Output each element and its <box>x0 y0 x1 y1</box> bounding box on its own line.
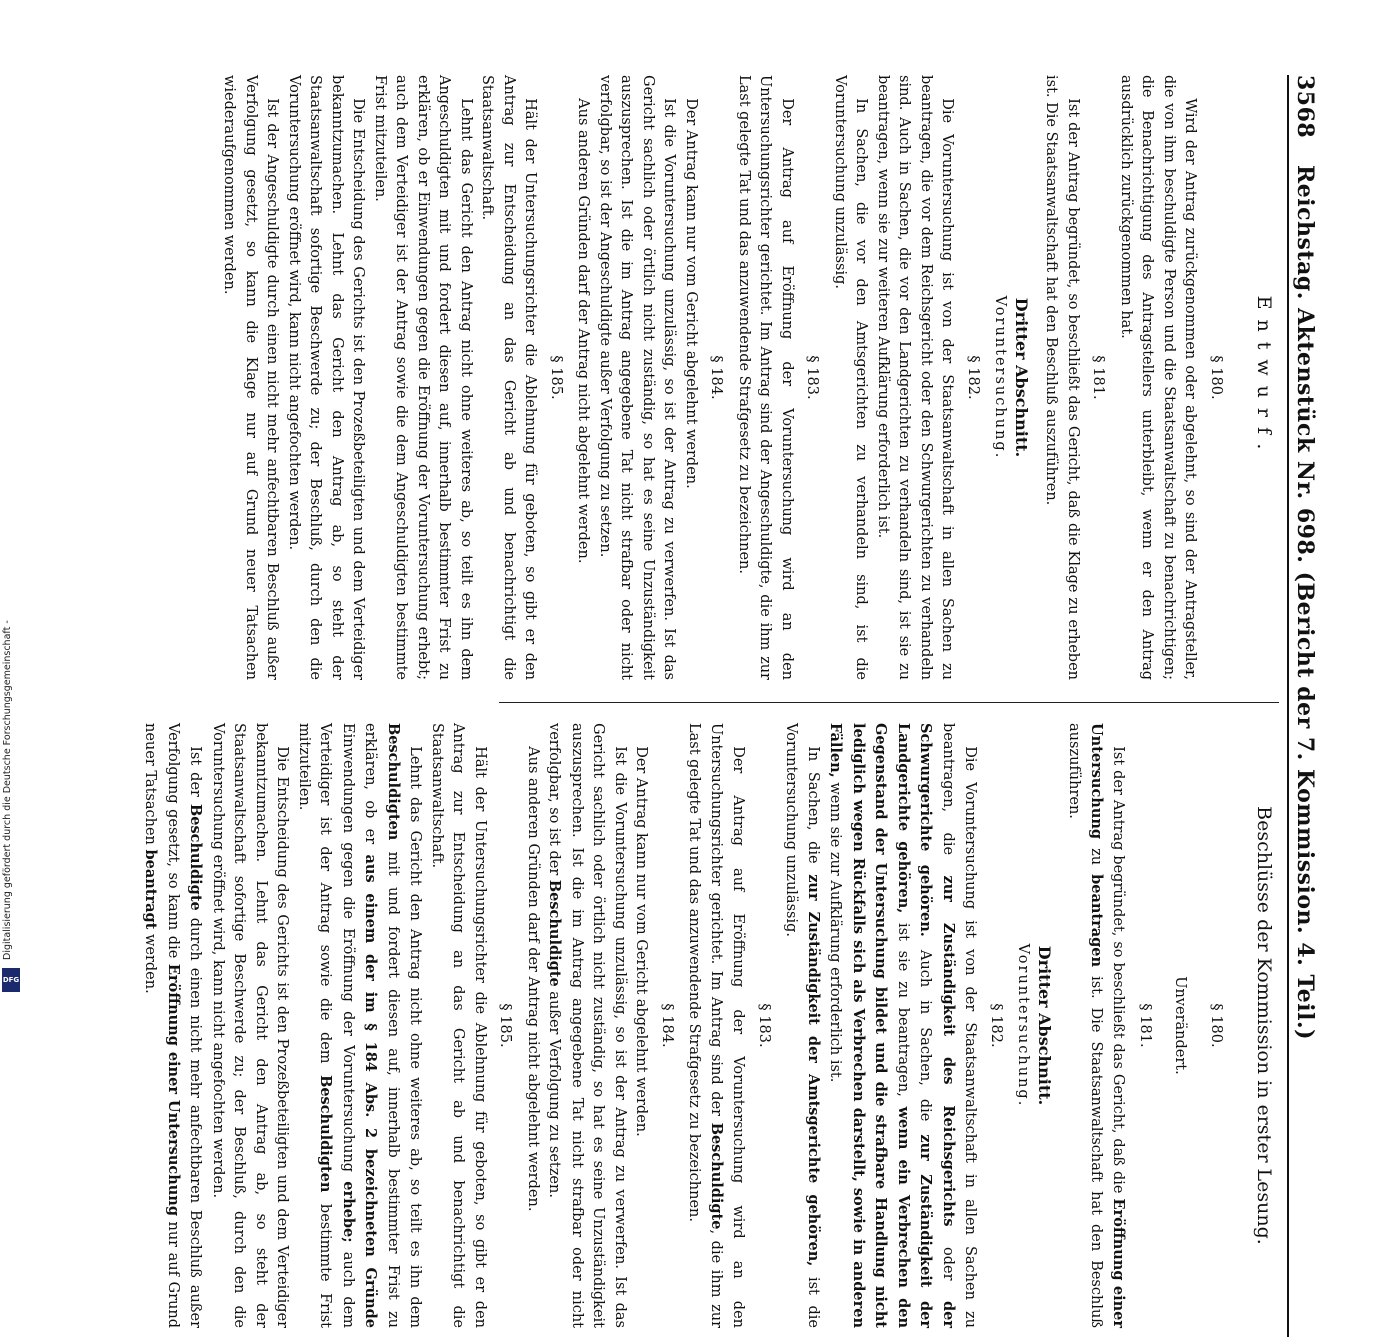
paragraph: Wird der Antrag zurückgenommen oder abgelehnt, so sind der Antragsteller, die von ihm beschuldigte Person und die Staatsanwaltschaft zu benachrichtigen; die Benachrichtigung des Antragstellers unterbleibt, wenn er den Antrag ausdrücklich zurückgenommen hat. <box>1118 75 1199 680</box>
section-182: § 182. <box>965 355 981 400</box>
section-184: § 184. <box>708 355 725 400</box>
right-column-heading: Beschlüsse der Kommission in erster Lesung. <box>1253 806 1275 1245</box>
section-183: § 183. <box>756 1003 772 1048</box>
page-number: 3568 <box>1292 75 1318 139</box>
left-column-heading: Entwurf. <box>1253 295 1275 460</box>
division-title: Dritter Abschnitt. <box>1012 297 1031 458</box>
dfg-logo: DFG <box>2 968 20 992</box>
paragraph: Hält der Untersuchungsrichter die Ablehnung für geboten, so gibt er den Antrag zur Entscheidung an das Gericht ab und benachrichtigt die Staatsanwaltschaft. <box>479 75 539 680</box>
paragraph: Hält der Untersuchungsrichter die Ablehnung für geboten, so gibt er den Antrag zur Entscheidung an das Gericht ab und benachrichtigt die Staatsanwaltschaft. <box>429 723 488 1328</box>
paragraph: Aus anderen Gründen darf der Antrag nicht abgelehnt werden. <box>575 98 592 564</box>
division-subtitle: Voruntersuchung. <box>1015 943 1032 1108</box>
section-182: § 182. <box>988 1003 1004 1048</box>
section-185: § 185. <box>548 355 564 400</box>
paragraph: Ist der Antrag begründet, so beschließt das Gericht, daß die Eröffnung einer Untersuchung zu beantragen ist. Die Staatsanwaltschaft hat den Beschluß auszuführen. <box>1066 723 1128 1329</box>
division-title: Dritter Abschnitt. <box>1035 945 1054 1106</box>
paragraph: Ist der Beschuldigte durch einen nicht mehr anfechtbaren Beschluß außer Verfolgung gesetzt, so kann die Eröffnung einer Untersuchung nur auf Grund neuer Tatsachen beantragt werden. <box>142 723 205 1329</box>
paragraph: Ist der Antrag begründet, so beschließt das Gericht, daß die Klage zu erheben ist. Die Staatsanwaltschaft hat den Beschluß auszuführen. <box>1043 75 1081 680</box>
division-subtitle: Voruntersuchung. <box>992 295 1009 460</box>
paragraph: Der Antrag kann nur vom Gericht abgelehnt werden. <box>683 98 699 489</box>
document-page <box>65 75 1327 1329</box>
paragraph: Lehnt das Gericht den Antrag nicht ohne weiteres ab, so teilt es ihn dem Angeschuldigten mit und fordert diesen auf, innerhalb bestimmter Frist zu erklären, ob er Einwendungen gegen die Eröffnung der Voruntersuchung erhebt; auch dem Verteidiger ist der Antrag sowie die dem Angeschuldigten bestimmte Frist mitzuteilen. <box>372 75 474 680</box>
page-header <box>1287 75 1327 1337</box>
column-divider <box>499 702 1279 703</box>
paragraph: Die Entscheidung des Gerichts ist den Prozeßbeteiligten und dem Verteidiger bekanntzumachen. Lehnt das Gericht den Antrag ab, so steht der Staatsanwaltschaft sofortige Beschwerde zu; der Beschluß, durch den die Voruntersuchung eröffnet wird, kann nicht angefochten werden. <box>286 75 367 680</box>
paragraph: Ist die Voruntersuchung unzulässig, so ist der Antrag zu verwerfen. Ist das Gericht sachlich oder örtlich nicht zuständig, so hat es seine Unzuständigkeit auszusprechen. Ist die im Antrag angegebene Tat nicht strafbar oder nicht verfolgbar, so ist der Angeschuldigte außer Verfolgung zu setzen. <box>597 75 678 680</box>
paragraph: Die Voruntersuchung ist von der Staatsanwaltschaft in allen Sachen zu beantragen, die zur Zuständigkeit des Reichsgerichts oder der Schwurgerichte gehören. Auch in Sachen, die zur Zuständigkeit der Landgerichte gehören, ist sie zu beantragen, wenn ein Verbrechen den Gegenstand der Untersuchung bildet und die strafbare Handlung nicht lediglich wegen Rückfalls sich als Verbrechen darstellt, sowie in anderen Fällen, wenn sie zur Aufklärung erforderlich ist. <box>827 723 979 1329</box>
commission-column <box>139 723 1232 1328</box>
unchanged-note: Unverändert. <box>1172 976 1189 1075</box>
paragraph: Ist der Angeschuldigte durch einen nicht mehr anfechtbaren Beschluß außer Verfolgung gesetzt, so kann die Klage nur auf Grund neuer Tatsachen wiederaufgenommen werden. <box>221 75 281 680</box>
paragraph: Die Voruntersuchung ist von der Staatsanwaltschaft in allen Sachen zu beantragen, die vor dem Reichsgericht oder den Schwurgerichten zu verhandeln sind. Auch in Sachen, die vor den Landgerichten zu verhandeln sind, ist sie zu beantragen, wenn sie zur weiteren Aufklärung erforderlich ist. <box>875 75 956 680</box>
paragraph: In Sachen, die zur Zuständigkeit der Amtsgerichte gehören, ist die Voruntersuchung unzulässig. <box>783 723 822 1329</box>
section-180: § 180. <box>1208 1003 1224 1048</box>
section-180: § 180. <box>1208 355 1224 400</box>
paragraph: Der Antrag auf Eröffnung der Voruntersuchung wird an den Untersuchungsrichter gerichtet. Im Antrag sind der Angeschuldigte, die ihm zur Last gelegte Tat und das anzuwendende Strafgesetz zu bezeichnen. <box>736 75 795 680</box>
paragraph: Die Entscheidung des Gerichts ist den Prozeßbeteiligten und dem Verteidiger bekanntzumachen. Lehnt das Gericht den Antrag ab, so steht der Staatsanwaltschaft sofortige Beschwerde zu; der Beschluß, durch den die Voruntersuchung eröffnet wird, kann nicht angefochten werden. <box>210 723 291 1328</box>
page-title: Reichstag. Aktenstück Nr. 698. (Bericht der 7. Kommission. 4. Teil.) <box>1292 165 1318 1041</box>
draft-column <box>218 75 1232 680</box>
section-181: § 181. <box>1090 355 1107 400</box>
section-185: § 185. <box>497 1003 514 1048</box>
paragraph: Der Antrag kann nur vom Gericht abgelehnt werden. <box>633 746 650 1137</box>
paragraph: Aus anderen Gründen darf der Antrag nicht abgelehnt werden. <box>525 746 541 1212</box>
paragraph: Der Antrag auf Eröffnung der Voruntersuchung wird an den Untersuchungsrichter gerichtet. Im Antrag sind der Beschuldigte, die ihm zur Last gelegte Tat und das anzuwendende Strafgesetz zu bezeichnen. <box>686 723 747 1328</box>
credit-text: Digitalisierung gefördert durch die Deutsche Forschungsgemeinschaft - <box>2 620 13 960</box>
paragraph: Ist die Voruntersuchung unzulässig, so ist der Antrag zu verwerfen. Ist das Gericht sachlich oder örtlich nicht zuständig, so hat es seine Unzuständigkeit auszusprechen. Ist die im Antrag angegebene Tat nicht strafbar oder nicht verfolgbar, so ist der Beschuldigte außer Verfolgung zu setzen. <box>546 723 628 1328</box>
section-183: § 183. <box>804 355 821 400</box>
section-181: § 181. <box>1137 1003 1153 1048</box>
digitization-credit <box>0 0 20 1000</box>
paragraph: Lehnt das Gericht den Antrag nicht ohne weiteres ab, so teilt es ihn dem Beschuldigten mit und fordert diesen auf, innerhalb bestimmter Frist zu erklären, ob er aus einem der im § 184 Abs. 2 bezeichneten Gründe Einwendungen gegen die Eröffnung der Voruntersuchung erhebe; auch dem Verteidiger ist der Antrag sowie die dem Beschuldigten bestimmte Frist mitzuteilen. <box>296 723 424 1328</box>
paragraph: In Sachen, die vor den Amtsgerichten zu verhandeln sind, ist die Voruntersuchung unzulässig. <box>832 75 870 680</box>
section-184: § 184. <box>659 1003 675 1048</box>
